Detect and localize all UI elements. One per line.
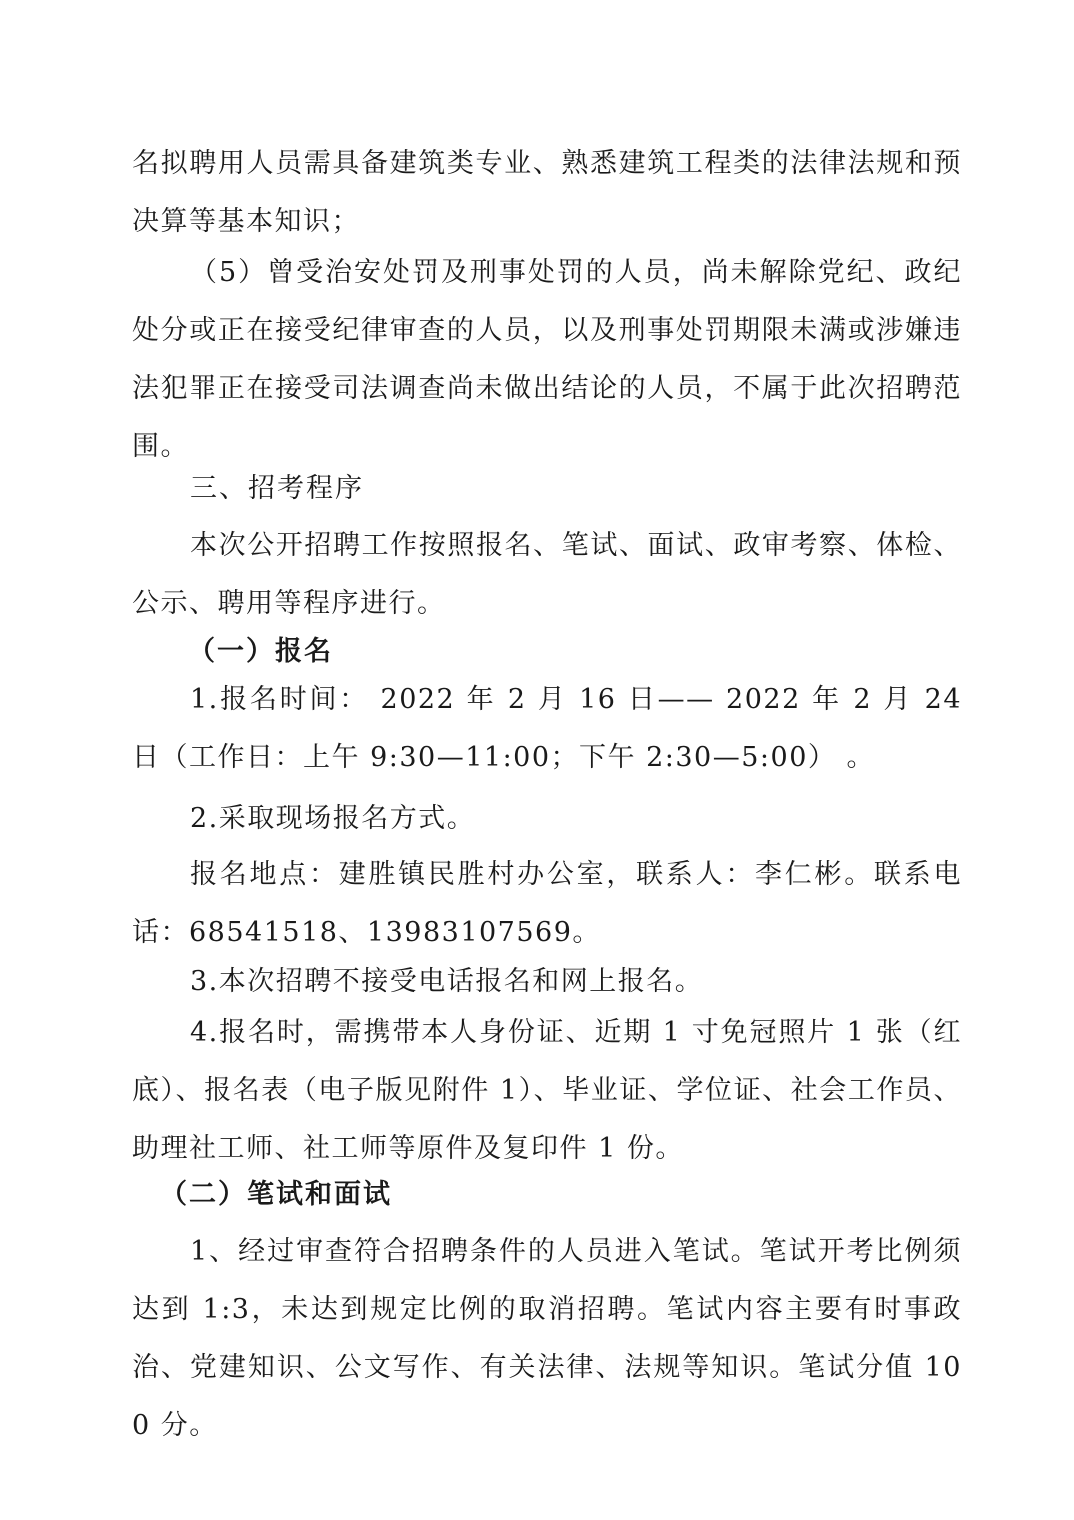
paragraph-required-documents: 4.报名时，需携带本人身份证、近期 1 寸免冠照片 1 张（红底）、报名表（电子版见附件 1）、毕业证、学位证、社会工作员、助理社工师、社工师等原件及复印件 1 份。: [132, 1017, 962, 1164]
paragraph-no-online-registration: 3.本次招聘不接受电话报名和网上报名。: [190, 966, 704, 997]
paragraph-written-exam: 1、经过审查符合招聘条件的人员进入笔试。笔试开考比例须达到 1:3，未达到规定比例的取消招聘。笔试内容主要有时事政治、党建知识、公文写作、有关法律、法规等知识。笔试分值 100 分。: [132, 1236, 962, 1441]
section-heading-procedure: 三、招考程序: [190, 473, 364, 504]
paragraph-procedure-overview: 本次公开招聘工作按照报名、笔试、面试、政审考察、体检、公示、聘用等程序进行。: [132, 530, 962, 619]
subsection-heading-registration: （一）报名: [188, 636, 333, 667]
paragraph-registration-time: 1.报名时间： 2022 年 2 月 16 日—— 2022 年 2 月 24 日（工作日：上午 9:30—11:00；下午 2:30—5:00） 。: [132, 684, 962, 773]
paragraph-disqualification: （5）曾受治安处罚及刑事处罚的人员，尚未解除党纪、政纪处分或正在接受纪律审查的人员，以及刑事处罚期限未满或涉嫌违法犯罪正在接受司法调查尚未做出结论的人员，不属于此次招聘范围。: [132, 257, 962, 462]
paragraph-qualification-continued: 名拟聘用人员需具备建筑类专业、熟悉建筑工程类的法律法规和预决算等基本知识；: [132, 148, 962, 237]
paragraph-registration-method: 2.采取现场报名方式。: [190, 803, 476, 834]
paragraph-registration-location: 报名地点：建胜镇民胜村办公室，联系人：李仁彬。联系电话：68541518、13983107569。: [132, 859, 962, 948]
subsection-heading-exam: （二）笔试和面试: [160, 1179, 392, 1210]
